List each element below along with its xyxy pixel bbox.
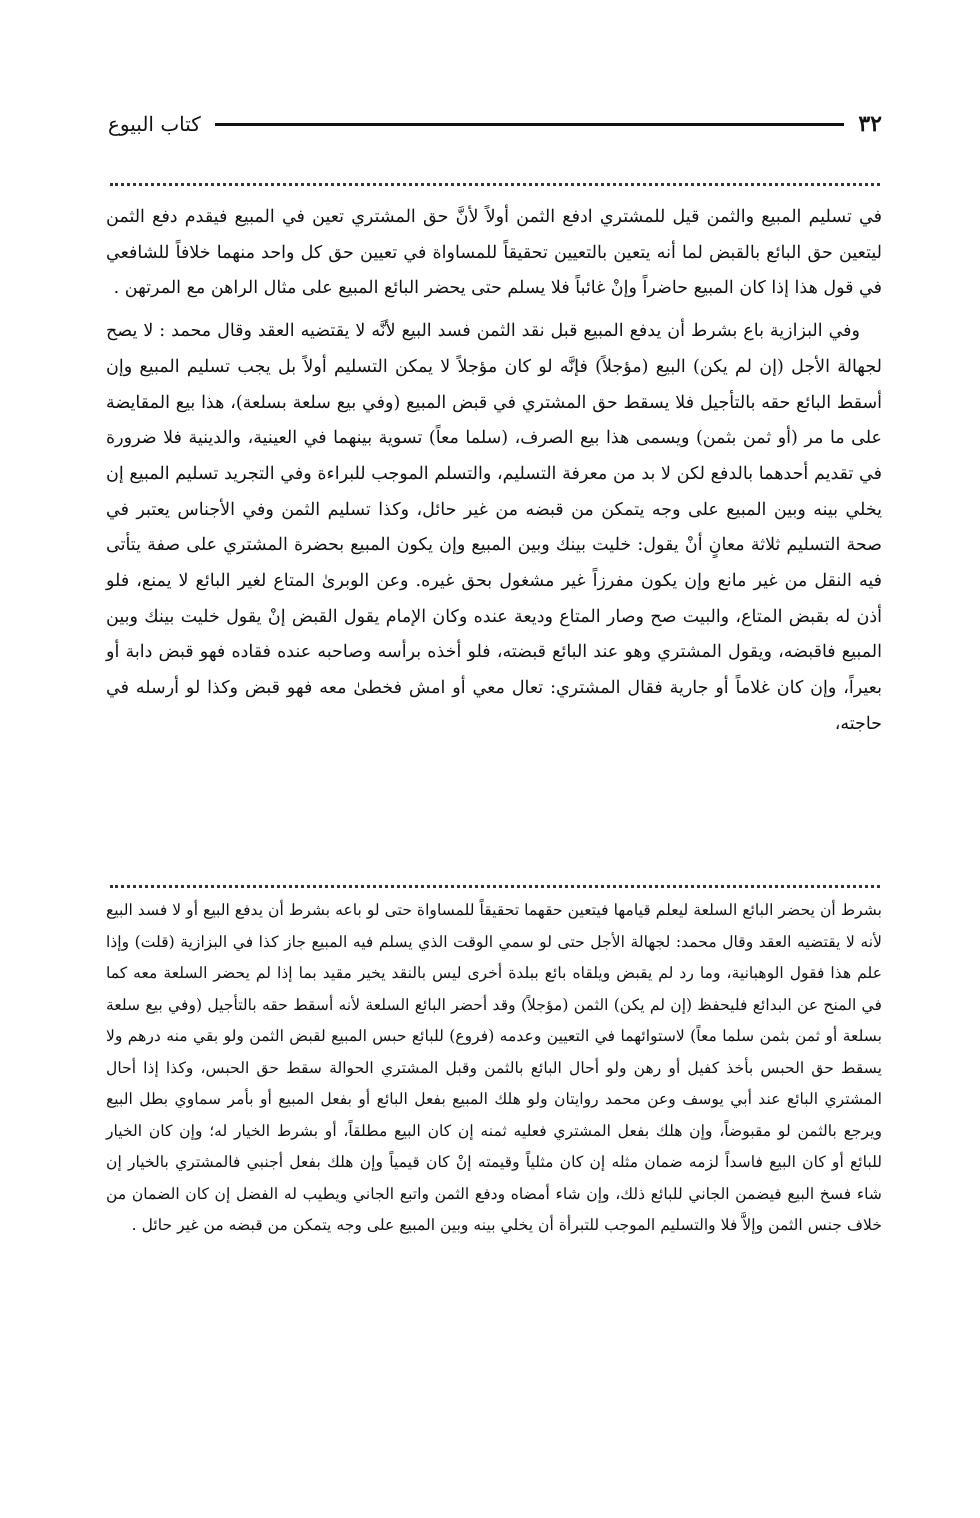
main-text [106, 200, 882, 743]
book-title: كتاب البيوع [108, 112, 201, 136]
dotted-separator-footnote [110, 885, 880, 888]
dotted-separator-top [110, 183, 880, 186]
footnote-text [106, 895, 882, 1242]
page-number: ٣٢ [858, 111, 882, 137]
main-paragraph-2: وفي البزازية باع بشرط أن يدفع المبيع قبل نقد الثمن فسد البيع لأنَّه لا يقتضيه العقد وقال محمد : لا يصح لجهالة الأجل (إن لم يكن) البيع (مؤجلاً) فإنَّه لو كان مؤجلاً لا يمكن التسليم أولاً بل يجب تسليم المبيع وإن أسقط البائع حقه بالتأجيل فلا يسقط حق المشتري في قبض المبيع (وفي بيع سلعة بسلعة)، هذا بيع المقايضة على ما مر (أو ثمن بثمن) ويسمى هذا بيع الصرف، (سلما معاً) تسوية بينهما في العينية، والدينية فلا ضرورة في تقديم أحدهما بالدفع لكن لا بد من معرفة التسليم، والتسلم الموجب للبراءة وفي التجريد تسليم المبيع إن يخلي بينه وبين المبيع على وجه يتمكن من قبضه من غير حائل، وكذا تسليم الثمن وفي الأجناس يعتبر في صحة التسليم ثلاثة معانٍ أنْ يقول: خليت بينك وبين المبيع وإن يكون المبيع بحضرة المشتري على صفة يتأتى فيه النقل من غير مانع وإن يكون مفرزاً غير مشغول بحق غيره. وعن الوبرىٰ المتاع لغير البائع لا يمنع، فلو أذن له بقبض المتاع، والبيت صح وصار المتاع وديعة عنده وكان الإمام يقول القبض إنْ يقول خليت بينك وبين المبيع فاقبضه، ويقول المشتري وهو عند البائع قبضته، فلو أخذه برأسه وصاحبه عنده فقاده فهو قبض دابة أو بعيراً، وإن كان غلاماً أو جارية فقال المشتري: تعال معي أو امش فخطىٰ معه فهو قبض وكذا لو أرسله في حاجته، [106, 321, 882, 734]
header-rule [215, 123, 845, 126]
footnote-paragraph: بشرط أن يحضر البائع السلعة ليعلم قيامها فيتعين حقهما تحقيقاً للمساواة حتى لو باعه بشرط أن يدفع البيع أو لا فسد البيع لأنه لا يقتضيه العقد وقال محمد: لجهالة الأجل حتى لو سمي الوقت الذي يسلم فيه المبيع جاز كذا في البزازية (قلت) وإذا علم هذا فقول الوهبانية، وما رد لم يقبض ويلقاه بائع ببلدة أخرى ليس بالنقد يخير مقيد بما إذا لم يحضر السلعة معه كما في المنح عن البدائع فليحفظ (إن لم يكن) الثمن (مؤجلاً) وقد أحضر البائع السلعة لأنه أسقط حقه بالتأجيل (وفي بيع سلعة بسلعة أو ثمن بثمن سلما معاً) لاستوائهما في التعيين وعدمه (فروع) للبائع حبس المبيع لقبض الثمن ولو بقي منه درهم ولا يسقط حق الحبس بأخذ كفيل أو رهن ولو أحال البائع بالثمن وقبل المشتري الحوالة سقط حق الحبس، وكذا إذا أحال المشتري البائع عند أبي يوسف وعن محمد روايتان ولو هلك المبيع بفعل البائع أو بفعل المبيع أو بأمر سماوي بطل البيع ويرجع بالثمن لو مقبوضاً، وإن هلك بفعل المشتري فعليه ثمنه إن كان البيع مطلقاً، أو بشرط الخيار له؛ وإن كان الخيار للبائع أو كان البيع فاسداً لزمه ضمان مثله إن كان مثلياً وقيمته إنْ كان قيمياً وإن هلك بفعل أجنبي فالمشتري بالخيار إن شاء فسخ البيع فيضمن الجاني للبائع ذلك، وإن شاء أمضاه ودفع الثمن واتبع الجاني ويطيب له الفضل إن كان الضمان من خلاف جنس الثمن وإلاَّ فلا والتسليم الموجب للتبرأة أن يخلي بينه وبين المبيع على وجه يتمكن من قبضه من غير حائل . [106, 901, 882, 1234]
page-header [108, 104, 882, 144]
main-paragraph-1: في تسليم المبيع والثمن قيل للمشتري ادفع الثمن أولاً لأنَّ حق المشتري تعين في المبيع فيقدم دفع الثمن ليتعين حق البائع بالقبض لما أنه يتعين بالتعيين تحقيقاً للمساواة في تعيين حق كل واحد منهما خلافاً للشافعي في قول هذا إذا كان المبيع حاضراً وإنْ غائباً فلا يسلم حتى يحضر البائع المبيع على مثال الراهن مع المرتهن . [106, 207, 882, 299]
